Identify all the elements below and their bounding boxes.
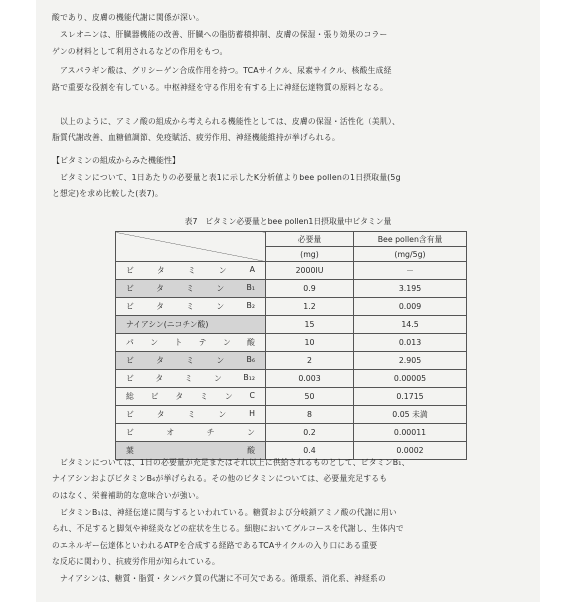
vitamin-name-char: タ: [175, 392, 184, 401]
paragraph-line: られ、不足すると脚気や神経炎などの症状を生じる。細胞においてグルコースを代謝し、生体内で: [52, 524, 404, 533]
vitamin-name-char: タ: [155, 374, 164, 383]
paragraph-line: ビタミンについては、1日の必要量が充足またはそれ以上に供給されるものとして、ビタミンB₁、: [52, 458, 410, 467]
required-value-cell: 2: [266, 352, 354, 370]
vitamin-name-char: ミ: [187, 410, 196, 419]
vitamin-name-cell: [116, 280, 266, 298]
required-value-cell: 0.003: [266, 370, 354, 388]
vitamin-name-char: ビ: [126, 428, 134, 437]
paragraph-line: 路で重要な役割を有している。中枢神経を守る作用を有する上に神経伝達物質の原料となる。: [52, 83, 388, 92]
paragraph-line: ゲンの材料として利用されるなどの作用をもつ。: [52, 47, 228, 56]
required-value-cell: 1.2: [266, 298, 354, 316]
vitamin-name-char: B₆: [246, 355, 255, 364]
table-header-row: [116, 232, 467, 247]
vitamin-name-cell: [116, 370, 266, 388]
beepollen-value-cell: 0.013: [354, 334, 467, 352]
paragraph-line: な反応に関わり、抗疲労作用が知られている。: [52, 557, 220, 566]
vitamin-name-char: A: [249, 265, 255, 274]
required-unit: (mg): [266, 247, 354, 262]
paragraph-line: 以上のように、アミノ酸の組成から考えられる機能性としては、皮膚の保湿・活性化（美肌）、: [52, 117, 400, 126]
vitamin-name-char: C: [249, 391, 255, 400]
vitamin-name-cell: [116, 262, 266, 280]
required-value-cell: 0.2: [266, 424, 354, 442]
paragraph-line: ビタミンB₁は、神経伝達に関与するといわれている。糖質および分岐鎖アミノ酸の代謝に用い: [52, 508, 397, 517]
table-row: [116, 280, 467, 298]
vitamin-name-char: ビ: [126, 266, 134, 275]
vitamin-name-cell: [116, 424, 266, 442]
required-value-cell: 2000IU: [266, 262, 354, 280]
vitamin-name-char: ト: [174, 338, 183, 347]
vitamin-name-char: 総: [126, 392, 134, 401]
beepollen-value-cell: 0.00011: [354, 424, 467, 442]
beepollen-value-cell: 3.195: [354, 280, 467, 298]
paragraph-line: ナイアシンおよびビタミンB₆が挙げられる。その他のビタミンについては、必要量充足するも: [52, 474, 388, 483]
beepollen-value-cell: 0.05 未満: [354, 406, 467, 424]
beepollen-value-cell: 2.905: [354, 352, 467, 370]
table-row: [116, 406, 467, 424]
vitamin-name-char: オ: [166, 428, 175, 437]
table-row: [116, 262, 467, 280]
beepollen-value-cell: 0.1715: [354, 388, 467, 406]
table-row: [116, 424, 467, 442]
paragraph-line: 酸であり、皮膚の機能代謝に関係が深い。: [52, 13, 204, 22]
table-row: [116, 316, 467, 334]
required-value-cell: 10: [266, 334, 354, 352]
vitamin-name-char: ビ: [150, 392, 159, 401]
beepollen-header: Bee pollen含有量: [354, 232, 467, 247]
table-row: [116, 334, 467, 352]
required-value-cell: 8: [266, 406, 354, 424]
paragraph-line: アスパラギン酸は、グリシーゲン合成作用を持つ。TCAサイクル、尿素サイクル、核酸生成経: [52, 66, 392, 75]
vitamin-name-char: タ: [156, 284, 164, 293]
vitamin-name-char: B₁₂: [243, 373, 255, 382]
paragraph-line: のエネルギー伝達体といわれるATPを合成する経路であるTCAサイクルの入り口にある重要: [52, 541, 378, 550]
vitamin-name-char: ビ: [126, 374, 134, 383]
table-row: [116, 388, 467, 406]
vitamin-name-char: ン: [214, 374, 222, 383]
paragraph-line: スレオニンは、肝臓器機能の改善、肝臓への脂肪蓄積抑制、皮膚の保湿・張り効果のコラー: [52, 30, 388, 39]
vitamin-name-char: ミ: [186, 284, 195, 293]
vitamin-name-char: ミ: [184, 374, 193, 383]
vitamin-table: [115, 231, 467, 460]
vitamin-name-char: ン: [216, 284, 225, 293]
vitamin-name-cell: [116, 406, 266, 424]
vitamin-name-char: テ: [198, 338, 207, 347]
vitamin-name-char: 酸: [247, 446, 255, 455]
vitamin-name-char: チ: [206, 428, 215, 437]
intro-line: と想定)を求め比較した(表7)。: [52, 189, 163, 198]
vitamin-name-char: H: [249, 409, 255, 418]
vitamin-name-char: ン: [224, 392, 233, 401]
table-body: [116, 262, 467, 460]
paragraph-line: ナイアシンは、糖質・脂質・タンパク質の代謝に不可欠である。循環系、消化系、神経系の: [52, 574, 387, 583]
vitamin-name-char: ン: [218, 410, 227, 419]
vitamin-name-char: ン: [247, 428, 255, 437]
required-value-cell: 50: [266, 388, 354, 406]
required-value-cell: 0.9: [266, 280, 354, 298]
vitamin-name-char: ビ: [126, 302, 134, 311]
table-caption: 表7 ビタミン必要量とbee pollen1日摂取量中ビタミン量: [184, 217, 392, 226]
beepollen-value-cell: 0.00005: [354, 370, 467, 388]
table-row: [116, 298, 467, 316]
vitamin-name-char: ナイアシン(ニコチン酸): [126, 320, 209, 329]
diagonal-header-cell: [116, 232, 266, 262]
vitamin-name-char: 葉: [126, 446, 134, 455]
required-header: 必要量: [266, 232, 354, 247]
required-value-cell: 0.4: [266, 442, 354, 460]
vitamin-name-char: パ: [126, 338, 134, 347]
vitamin-name-char: タ: [156, 356, 164, 365]
vitamin-name-char: ビ: [126, 284, 134, 293]
beepollen-value-cell: 14.5: [354, 316, 467, 334]
vitamin-name-char: B₂: [246, 301, 255, 310]
vitamin-name-char: 酸: [247, 338, 255, 347]
vitamin-name-cell: [116, 334, 266, 352]
beepollen-value-cell: －: [354, 262, 467, 280]
beepollen-value-cell: 0.0002: [354, 442, 467, 460]
vitamin-name-char: ミ: [186, 302, 195, 311]
vitamin-name-char: ン: [216, 356, 225, 365]
intro-line: ビタミンについて、1日あたりの必要量と表1に示したK分析値よりbee pollenの1日摂取量(5g: [52, 173, 401, 182]
vitamin-name-cell: [116, 388, 266, 406]
vitamin-name-char: タ: [156, 266, 165, 275]
vitamin-name-char: ン: [216, 302, 225, 311]
required-value-cell: 15: [266, 316, 354, 334]
vitamin-name-cell: [116, 352, 266, 370]
vitamin-name-char: ミ: [200, 392, 208, 401]
beepollen-value-cell: 0.009: [354, 298, 467, 316]
vitamin-name-char: ン: [218, 266, 227, 275]
vitamin-name-char: ミ: [186, 356, 195, 365]
document-page: [36, 0, 540, 602]
paragraph-line: 脂質代謝改善、血糖値調節、免疫賦活、疲労作用、神経機能維持が挙げられる。: [52, 133, 340, 142]
table-row: [116, 352, 467, 370]
vitamin-name-char: ン: [150, 338, 159, 347]
paragraph-line: のはなく、栄養補助的な意味合いが強い。: [52, 491, 204, 500]
vitamin-name-cell: [116, 298, 266, 316]
beepollen-unit: (mg/5g): [354, 247, 467, 262]
vitamin-name-char: ビ: [126, 410, 134, 419]
vitamin-name-cell: [116, 316, 266, 334]
vitamin-name-char: ビ: [126, 356, 134, 365]
section-heading: 【ビタミンの組成からみた機能性】: [52, 156, 180, 165]
vitamin-name-char: タ: [156, 410, 165, 419]
vitamin-name-char: ミ: [187, 266, 196, 275]
vitamin-name-char: タ: [156, 302, 164, 311]
vitamin-name-char: ン: [222, 338, 231, 347]
vitamin-name-char: B₁: [246, 283, 255, 292]
table-row: [116, 370, 467, 388]
